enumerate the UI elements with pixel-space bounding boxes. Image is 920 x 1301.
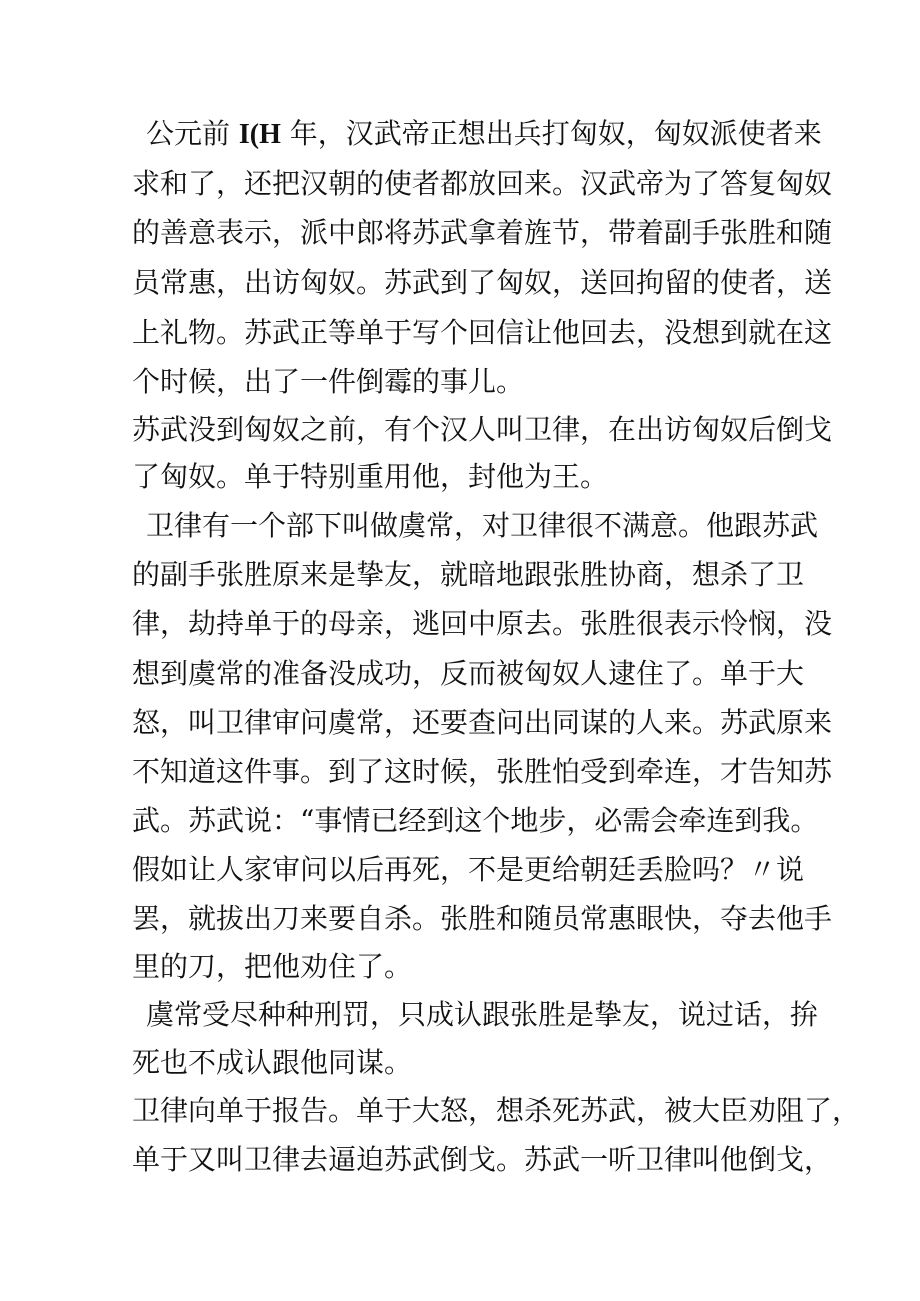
text-line: 卫律向单于报告。单于大怒，想杀死苏武，被大臣劝阻了， <box>132 1094 861 1127</box>
text-line: 上礼物。苏武正等单于写个回信让他回去，没想到就在这 <box>132 316 833 349</box>
text-line: 不知道这件事。到了这时候，张胜怕受到牵连，才告知苏 <box>132 755 833 788</box>
text-line: 假如让人家审问以后再死，不是更给朝廷丢脸吗？〃说 <box>132 853 805 886</box>
text-line: 求和了，还把汉朝的使者都放回来。汉武帝为了答复匈奴 <box>132 167 833 200</box>
text-line <box>146 114 822 155</box>
text-line: 苏武没到匈奴之前，有个汉人叫卫律，在出访匈奴后倒戈 <box>132 413 833 446</box>
text-line: 死也不成认跟他同谋。 <box>132 1046 413 1079</box>
text-run: I(H <box>238 119 281 150</box>
text-line: 的善意表示，派中郎将苏武拿着旌节，带着副手张胜和随 <box>132 216 833 249</box>
text-line: 罢，就拔出刀来要自杀。张胜和随员常惠眼快，夺去他手 <box>132 902 833 935</box>
text-line: 里的刀，把他劝住了。 <box>132 950 413 983</box>
text-line: 怒，叫卫律审问虞常，还要查问出同谋的人来。苏武原来 <box>132 706 833 739</box>
text-run: 公元前 <box>146 117 239 150</box>
text-line: 单于又叫卫律去逼迫苏武倒戈。苏武一听卫律叫他倒戈， <box>132 1143 833 1176</box>
text-line: 律，劫持单于的母亲，逃回中原去。张胜很表示怜悯，没 <box>132 607 833 640</box>
text-line: 个时候，出了一件倒霉的事儿。 <box>132 365 525 398</box>
text-line: 的副手张胜原来是挚友，就暗地跟张胜协商，想杀了卫 <box>132 558 805 591</box>
text-line: 想到虞常的准备没成功，反而被匈奴人逮住了。单于大 <box>132 657 805 690</box>
text-line: 员常惠，出访匈奴。苏武到了匈奴，送回拘留的使者，送 <box>132 266 833 299</box>
text-line: 虞常受尽种种刑罚，只成认跟张胜是挚友，说过话，拚 <box>146 998 819 1031</box>
text-line: 了匈奴。单于特别重用他，封他为王。 <box>132 460 609 493</box>
text-run: 年，汉武帝正想出兵打匈奴，匈奴派使者来 <box>280 117 822 150</box>
text-line: 武。苏武说：“事情已经到这个地步，必需会牵连到我。 <box>132 804 819 837</box>
text-line: 卫律有一个部下叫做虞常，对卫律很不满意。他跟苏武 <box>146 509 819 542</box>
